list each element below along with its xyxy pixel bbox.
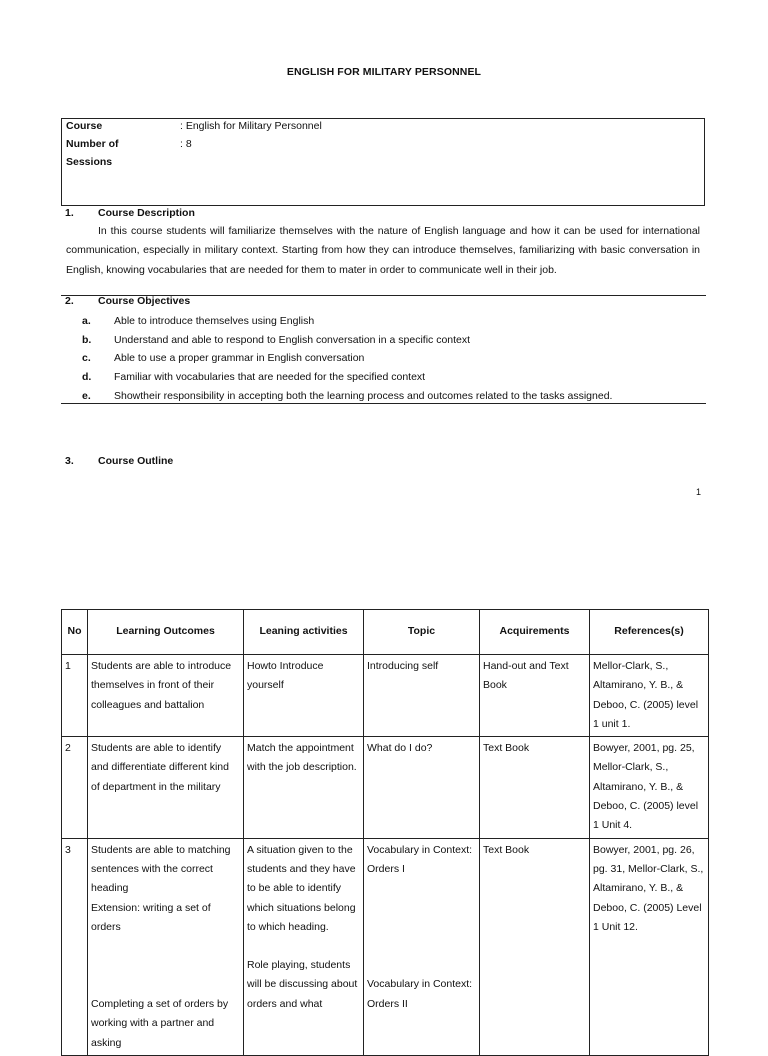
cell-activities: Match the appointment with the job description. — [244, 737, 364, 838]
course-info-box — [61, 118, 705, 206]
cell-no: 3 — [62, 838, 88, 1055]
outline-heading: Course Outline — [98, 455, 174, 467]
objective-text: Familiar with vocabularies that are needed for the specified context — [114, 371, 426, 383]
course-outline-table — [61, 609, 709, 1056]
column-header: Acquirements — [480, 610, 590, 655]
cell-topic: What do I do? — [364, 737, 480, 838]
cell-no: 1 — [62, 655, 88, 737]
sessions-label-line2: Sessions — [66, 156, 113, 168]
outcome-text-2: Completing a set of orders by working with a partner and asking — [91, 998, 229, 1049]
cell-outcomes: Students are able to introduce themselves in front of their colleagues and battalion — [88, 655, 244, 737]
outline-number: 3. — [65, 455, 74, 467]
objective-letter: b. — [82, 334, 92, 346]
objective-text: Able to use a proper grammar in English conversation — [114, 352, 365, 364]
topic-text-2: Vocabulary in Context: Orders II — [367, 978, 473, 1010]
cell-acquirements: Text Book — [480, 838, 590, 1055]
table-row — [62, 838, 709, 1055]
objectives-heading: Course Objectives — [98, 295, 191, 307]
sessions-label-line1: Number of — [66, 138, 119, 150]
objective-letter: a. — [82, 315, 91, 327]
table-row — [62, 655, 709, 737]
page-number: 1 — [696, 487, 702, 497]
cell-outcomes: Students are able to identify and differentiate different kind of department in the military — [88, 737, 244, 838]
objectives-number: 2. — [65, 295, 74, 307]
column-header: No — [62, 610, 88, 655]
table-row — [62, 737, 709, 838]
cell-outcomes — [88, 838, 244, 1055]
objective-letter: e. — [82, 390, 91, 402]
cell-no: 2 — [62, 737, 88, 838]
outcome-extension: Extension: writing a set of orders — [91, 901, 211, 933]
table-header-row — [62, 610, 709, 655]
document-title: ENGLISH FOR MILITARY PERSONNEL — [286, 66, 482, 78]
cell-topic — [364, 838, 480, 1055]
column-header: Leaning activities — [244, 610, 364, 655]
objective-text: Showtheir responsibility in accepting both the learning process and outcomes related to the tasks assigned. — [114, 390, 613, 402]
objective-letter: c. — [82, 352, 91, 364]
section-divider — [61, 403, 706, 404]
topic-text: Vocabulary in Context: Orders I — [367, 843, 473, 875]
cell-topic: Introducing self — [364, 655, 480, 737]
column-header: Learning Outcomes — [88, 610, 244, 655]
cell-references: Bowyer, 2001, pg. 25, Mellor-Clark, S., Altamirano, Y. B., & Deboo, C. (2005) level 1 Unit 4. — [590, 737, 709, 838]
course-label: Course — [66, 120, 103, 132]
objective-text: Understand and able to respond to English conversation in a specific context — [114, 334, 471, 346]
cell-references: Mellor-Clark, S., Altamirano, Y. B., & Deboo, C. (2005) level 1 unit 1. — [590, 655, 709, 737]
cell-acquirements: Hand-out and Text Book — [480, 655, 590, 737]
column-header: References(s) — [590, 610, 709, 655]
description-text: In this course students will familiarize themselves with the nature of English language and how it can be used for international communication, especially in military context. Starting from how they can introduce themselves, familiarizing with basic conversation in English, knowing vocabularies that are needed for them to mater in order to communicate well in their job. — [66, 225, 700, 276]
course-value: : English for Military Personnel — [180, 120, 322, 132]
sessions-value: : 8 — [180, 138, 192, 150]
objective-letter: d. — [82, 371, 92, 383]
activity-text: A situation given to the students and they have to be able to identify which situations belong to which heading. — [247, 843, 356, 933]
column-header: Topic — [364, 610, 480, 655]
activity-text-2: Role playing, students will be discussing about orders and what — [247, 959, 358, 1010]
cell-activities — [244, 838, 364, 1055]
cell-activities: Howto Introduce yourself — [244, 655, 364, 737]
objective-text: Able to introduce themselves using English — [114, 315, 315, 327]
outcome-text: Students are able to matching sentences with the correct heading — [91, 843, 231, 895]
description-number: 1. — [65, 207, 74, 219]
cell-acquirements: Text Book — [480, 737, 590, 838]
description-heading: Course Description — [98, 207, 195, 219]
cell-references: Bowyer, 2001, pg. 26, pg. 31, Mellor-Clark, S., Altamirano, Y. B., & Deboo, C. (2005) Level 1 Unit 12. — [590, 838, 709, 1055]
